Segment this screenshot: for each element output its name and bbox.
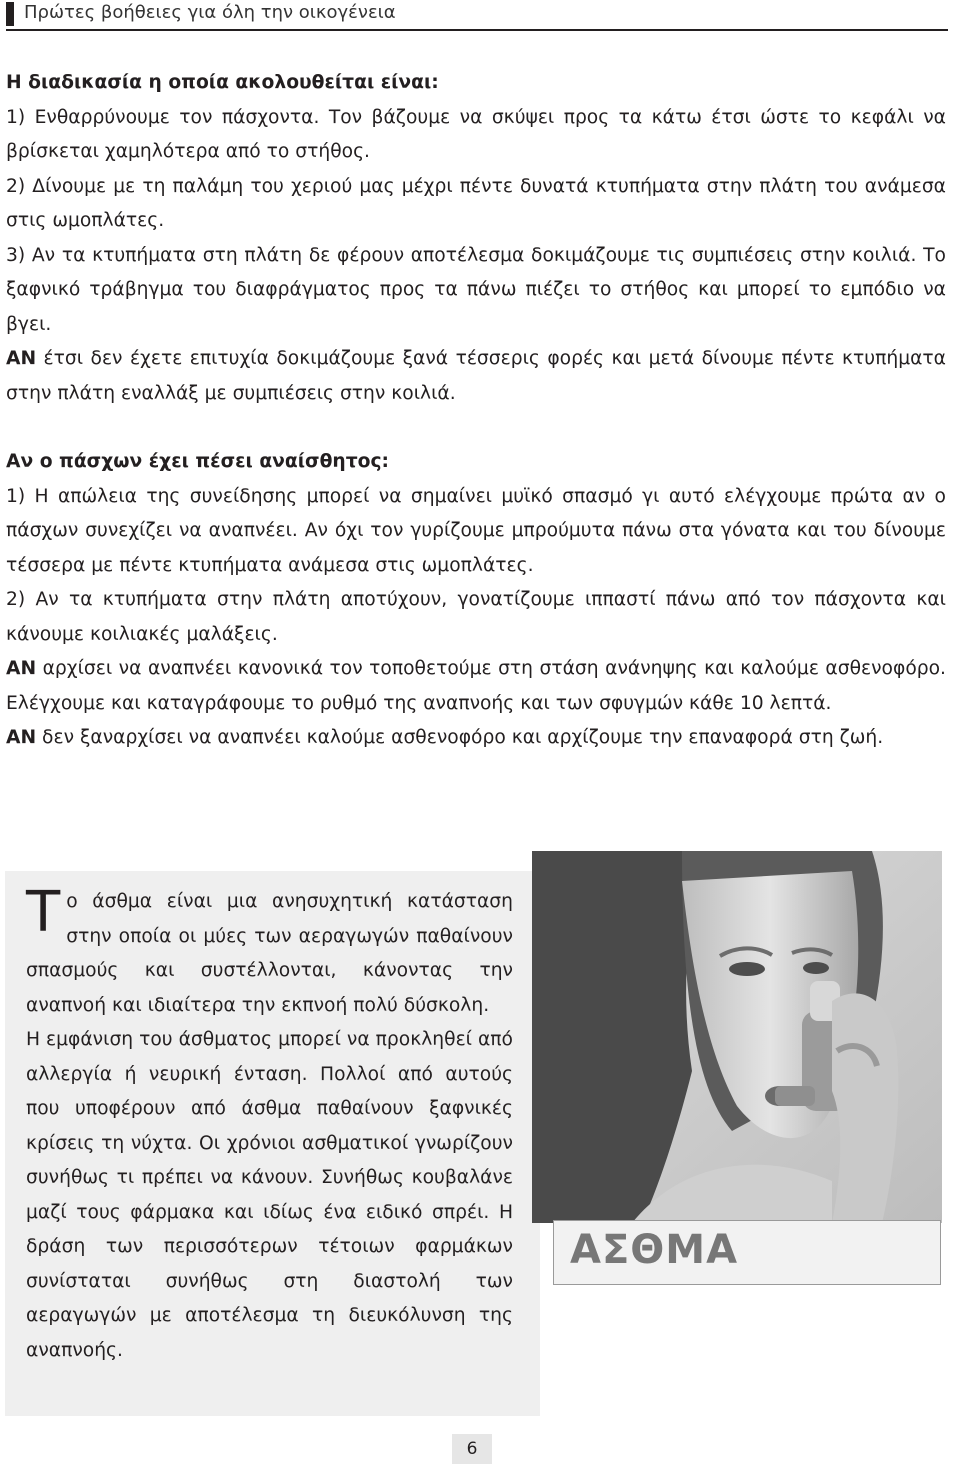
asthma-text [26,880,513,1368]
inhaler-illustration [532,851,942,1223]
drop-cap: Τ [26,880,61,945]
asthma-label: ΑΣΘΜΑ [570,1227,739,1273]
asthma-box [5,871,540,1416]
section1-note [6,342,946,411]
section2-note1 [6,652,946,721]
page-header [0,0,960,30]
note-text: έτσι δεν έχετε επιτυχία δοκιμάζουμε ξανά τέσσερις φορές και μετά δίνουμε πέντε κτυπήματα στην πλάτη εναλλάξ με συμπιέσεις στην κοιλιά. [6,348,946,404]
header-title: Πρώτες βοήθειες για όλη την οικογένεια [24,2,396,23]
asthma-para1-text: ο άσθμα είναι μια ανησυχητική κατάσταση στην οποία οι μύες των αεραγωγών παθαίνουν σπασμούς και συστέλλονται, κάνοντας την αναπνοή και ιδιαίτερα την εκπνοή πολύ δύσκολη. [26,891,513,1016]
header-marker [6,2,14,26]
section1-step1: 1) Ενθαρρύνουμε τον πάσχοντα. Τον βάζουμε να σκύψει προς τα κάτω έτσι ώστε το κεφάλι να βρίσκεται χαμηλότερα από το στήθος. [6,106,946,162]
page-number: 6 [452,1434,492,1464]
asthma-para2: Η εμφάνιση του άσθματος μπορεί να προκληθεί από αλλεργία ή νευρική ένταση. Πολλοί από αυτούς που υποφέρουν από άσθμα παθαίνουν ξαφνικές κρίσεις τη νύχτα. Οι χρόνιοι ασθματικοί γνωρίζουν συνήθως τι πρέπει να κάνουν. Συνήθως κουβαλάνε μαζί τους φάρμακα και ιδίως ένα ειδικό σπρέι. Η δράση των περισσότερων τέτοιων φαρμάκων συνίσταται συνήθως στη διαστολή των αεραγωγών με αποτέλεσμα τη διευκόλυνση της αναπνοής. [26,1029,513,1361]
main-text [6,66,946,756]
section2-heading: Αν ο πάσχων έχει πέσει αναίσθητος: [6,451,390,472]
asthma-inhaler-photo [532,851,942,1223]
note1-text: αρχίσει να αναπνέει κανονικά τον τοποθετούμε στη στάση ανάνηψης και καλούμε ασθενοφόρο. Ελέγχουμε και καταγράφουμε το ρυθμό της αναπνοής και των σφυγμών κάθε 10 λεπτά. [6,658,946,714]
section2-step2: 2) Αν τα κτυπήματα στην πλάτη αποτύχουν, γονατίζουμε ιππαστί πάνω από τον πάσχοντα και κάνουμε κοιλιακές μαλάξεις. [6,589,946,645]
header-rule [6,29,948,31]
section1-step3: 3) Αν τα κτυπήματα στη πλάτη δε φέρουν αποτέλεσμα δοκιμάζουμε τις συμπιέσεις στην κοιλιά. Το ξαφνικό τράβηγμα του διαφράγματος προς τα πάνω πιέζει το στήθος και μπορεί το εμπόδιο να βγει. [6,244,946,335]
section1-heading: Η διαδικασία η οποία ακολουθείται είναι: [6,72,439,93]
section2-note2 [6,721,946,756]
note2-text: δεν ξαναρχίσει να αναπνέει καλούμε ασθενοφόρο και αρχίζουμε την επαναφορά στη ζωή. [36,727,884,748]
note2-lead: ΑΝ [6,727,37,748]
asthma-para1 [26,880,513,1023]
asthma-label-box [553,1220,941,1285]
section2-step1: 1) Η απώλεια της συνείδησης μπορεί να σημαίνει μυϊκό σπασμό γι αυτό ελέγχουμε πρώτα αν ο πάσχων συνεχίζει να αναπνέει. Αν όχι τον γυρίζουμε μπρούμυτα πάνω στα γόνατα και του δίνουμε τέσσερα με πέντε κτυπήματα ανάμεσα στις ωμοπλάτες. [6,485,946,576]
section1-step2: 2) Δίνουμε με τη παλάμη του χεριού μας μέχρι πέντε δυνατά κτυπήματα στην πλάτη του ανάμεσα στις ωμοπλάτες. [6,175,946,231]
note1-lead: ΑΝ [6,658,37,679]
note-lead: ΑΝ [6,348,37,369]
